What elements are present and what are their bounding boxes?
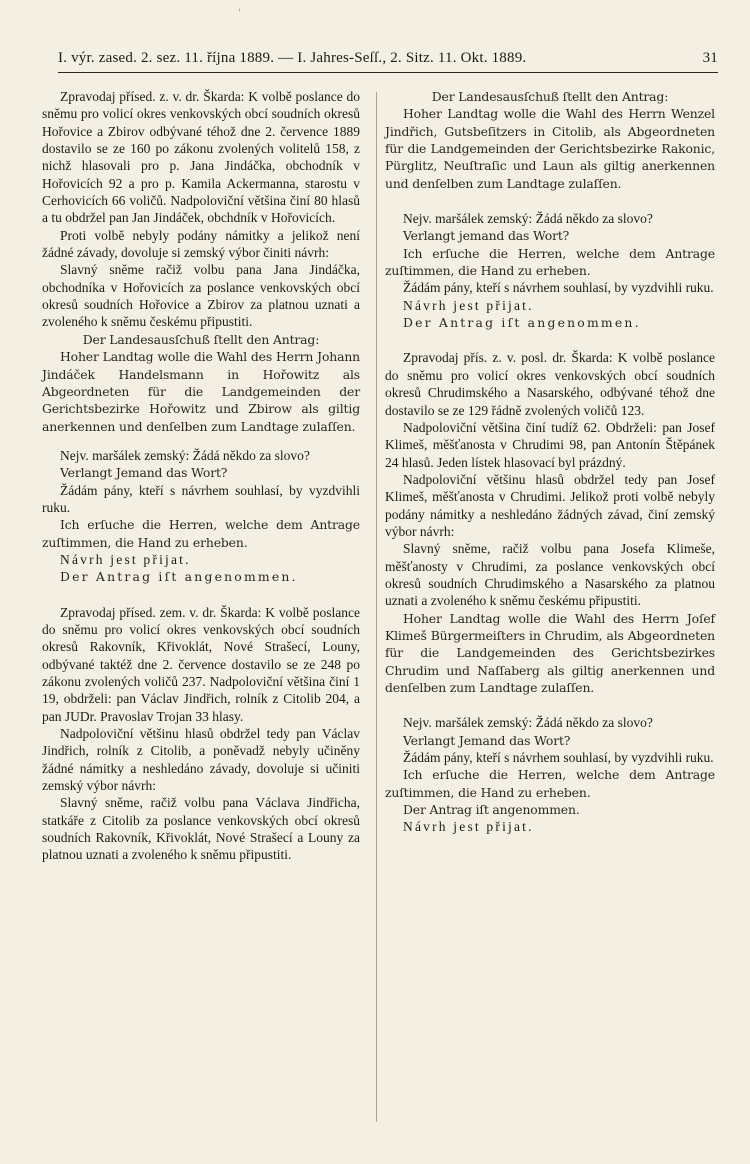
german-paragraph: Der Antrag iſt angenommen. xyxy=(403,315,641,331)
speaker-paragraph: Nejv. maršálek zemský: Žádá někdo za slovo? xyxy=(60,447,310,463)
column-divider xyxy=(376,92,377,1122)
paragraph: Žádám pány, kteří s návrhem souhlasí, by vyzdvihli ruku. xyxy=(42,482,360,515)
german-paragraph: Verlangt Jemand das Wort? xyxy=(60,465,228,481)
paragraph: Proti volbě nebyly podány námitky a jelikož není žádné závady, dovoluje si zemský výbor činiti návrh: xyxy=(42,227,360,261)
speaker-paragraph: Nejv. maršálek zemský: Žádá někdo za slovo? xyxy=(403,211,653,227)
right-column xyxy=(385,88,715,836)
paragraph: Slavný sněme, račiž volbu pana Josefa Klimeše, měšťanosty v Chrudimi, za poslance venkovských obcí okresů soudních Chrudimského a Nasarského za platnou uznati a zvoleného k sněmu českému připustiti. xyxy=(385,541,715,609)
running-header xyxy=(58,50,718,67)
german-paragraph: Ich erſuche die Herren, welche dem Antrage zuſtimmen, die Hand zu erheben. xyxy=(42,517,360,550)
paragraph: Návrh jest přijat. xyxy=(403,297,534,313)
paragraph: Nadpoloviční většinu hlasů obdržel tedy pan Josef Klimeš, měšťanosta v Chrudimi. Jelikož proti volbě nebyly podány námitky a neshledáno žádných závad, činí zemský výbor návrh: xyxy=(385,471,715,539)
paragraph: Návrh jest přijat. xyxy=(403,819,534,835)
left-column xyxy=(42,88,360,864)
speaker-paragraph: Nejv. maršálek zemský: Žádá někdo za slovo? xyxy=(403,715,653,731)
header-rule xyxy=(58,72,718,73)
paragraph: Nadpoloviční většinu hlasů obdržel tedy pan Václav Jindřich, rolník z Citolib, a poněvadž nebyly učiněny žádné námitky a neshledáno závady, dovoluje si učiniti zemský výbor návrh: xyxy=(42,726,360,794)
paragraph: Návrh jest přijat. xyxy=(60,551,191,567)
header-title: I. výr. zased. 2. sez. 11. října 1889. — I. Jahres-Seſſ., 2. Sitz. 11. Okt. 1889. xyxy=(58,50,527,66)
paragraph: Žádám pány, kteří s návrhem souhlasí, by vyzdvihli ruku. xyxy=(403,280,714,296)
german-paragraph: Hoher Landtag wolle die Wahl des Herrn Johann Jindáček Handelsmann in Hořowitz als Abgeordneten für die Landgemeinden der Gerichtsbezirke Hořowitz und Zbirow als giltig anerkennen und denſelben zum Landtage zulaſſen. xyxy=(42,349,360,434)
paragraph: Zpravodaj přísed. z. v. dr. Škarda: K volbě poslance do sněmu pro volicí okres venkovských obcí soudních okresů Hořovice a Zbirov odbývané téhož dne 2. července 1889 dostavilo se ze 160 po zákonu zvolených volitelů 158, z nichž hlasovali pro p. Jana Jindáčka, obchodník v Hořovicích 92 a pro p. Kamila Ackermanna, starostu v Cerhovicích 66 voličů. Nadpoloviční většina činí 80 hlasů a tu obdržel pan Jan Jindáček, obchdník v Hořovicích. xyxy=(42,89,360,226)
german-paragraph: Verlangt jemand das Wort? xyxy=(403,228,570,244)
german-paragraph: Der Antrag iſt angenommen. xyxy=(403,802,580,818)
paragraph: Zpravodaj přísed. zem. v. dr. Škarda: K volbě poslance do sněmu pro volicí okres venkovských obcí soudních okresů Rakovník, Křivoklát, Nové Strašecí, Louny, odbývané taktéž dne 2. července dostavilo se ze 248 po zákonu zvolených voličů 237. Nadpoloviční většina činí 1 19, obdrželi: pan Václav Jindřich, rolník z Citolib 204, a pan JUDr. Pravoslav Trojan 33 hlasy. xyxy=(42,604,360,724)
paragraph: Zpravodaj přís. z. v. posl. dr. Škarda: K volbě poslance do sněmu pro volicí okres venkovských obcí soudních okresů Chrudimského a Nasarského, odbývané téhož dne dostavilo se ze 129 řádně zvolených voličů 123. xyxy=(385,350,715,418)
paragraph: Slavný sněme račiž volbu pana Jana Jindáčka, obchodníka v Hořovicích za poslance venkovských obcí okresů soudních Hořovice a Zbirov za platnou uznati a zvoleného k sněmu českému připustiti. xyxy=(42,262,360,330)
stray-mark: ' xyxy=(238,8,241,19)
german-paragraph: Ich erſuche die Herren, welche dem Antrage zuſtimmen, die Hand zu erheben. xyxy=(385,245,715,279)
page-number: 31 xyxy=(702,50,718,66)
german-paragraph: Der Antrag iſt angenommen. xyxy=(60,569,298,585)
german-paragraph: Hoher Landtag wolle die Wahl des Herrn Joſef Klimeš Bürgermeiſters in Chrudim, als Abgeordneten für die Landgemeinden des Gerichtsbezirkes Chrudim und Naſſaberg als giltig anerkennen und denſelben zum Landtage zulaſſen. xyxy=(385,610,715,695)
paragraph: Slavný sněme, račiž volbu pana Václava Jindřicha, statkáře z Citolib za poslance venkovských obcí okresů soudních Rakovník, Křivoklát, Nové Strašecí a Louny za platnou uznati a zvoleného k sněmu připustiti. xyxy=(42,795,360,863)
german-paragraph: Verlangt Jemand das Wort? xyxy=(403,732,571,748)
german-paragraph: Der Landesausſchuß ſtellt den Antrag: xyxy=(431,89,669,104)
german-paragraph: Hoher Landtag wolle die Wahl des Herrn Wenzel Jindřich, Gutsbeſitzers in Citolib, als Abgeordneten für die Landgemeinden der Gerichtsbezirke Rakonic, Pürglitz, Neuſtraſic und Laun als giltig anerkennen und denſelben zum Landtage zulaſſen. xyxy=(385,106,715,191)
paragraph: Žádám pány, kteří s návrhem souhlasí, by vyzdvihli ruku. xyxy=(403,750,714,766)
paragraph: Nadpoloviční většina činí tudíž 62. Obdrželi: pan Josef Klimeš, měšťanosta v Chrudimi 98, pan Antonín Štěpánek 24 hlasů. Jeden lístek hlasovací byl prázdný. xyxy=(385,419,715,470)
german-paragraph: Der Landesausſchuß ſtellt den Antrag: xyxy=(82,331,320,347)
german-paragraph: Ich erſuche die Herren, welche dem Antrage zuſtimmen, die Hand zu erheben. xyxy=(385,767,715,800)
